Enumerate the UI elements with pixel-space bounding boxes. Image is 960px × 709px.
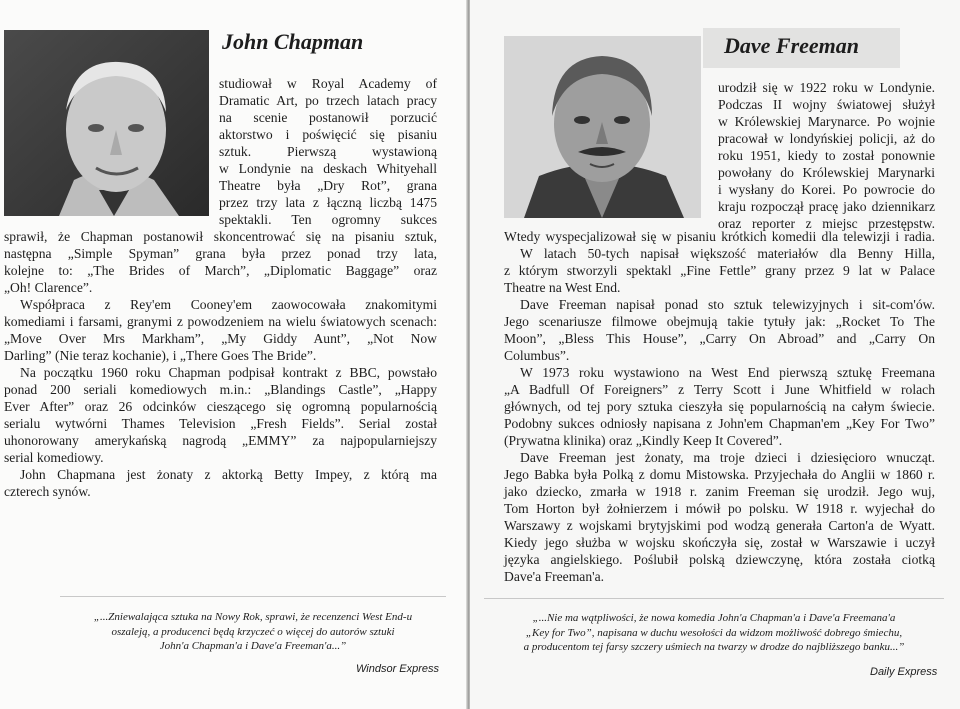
left-bio-full: [4, 228, 437, 500]
left-bio-upper: [219, 75, 437, 228]
text-line: Warszawy z wojskami brytyjskimi pod wodzą generała Carton'a de Wyatt.: [504, 518, 935, 533]
text-line: Na początku 1960 roku Chapman podpisał kontrakt z BBC, powstało: [20, 365, 437, 380]
text-line: Jego scenariusze filmowe obejmują takie tytuły jak: „Rocket To The: [504, 314, 935, 329]
text-line: jako dziecko, zmarła w 1918 r. zanim Freeman się urodził. Jego wuj,: [504, 484, 935, 499]
text-line: Współpraca z Rey'em Cooney'em zaowocowała znakomitymi: [20, 297, 437, 312]
text-line: Wtedy wyspecjalizował się w pisaniu krótkich komedii dla telewizji i radia.: [504, 229, 935, 244]
left-page: [0, 0, 468, 709]
dave-freeman-photo: [504, 36, 701, 218]
right-review-quote: [484, 611, 944, 655]
text-line: (Prywatna klinika) oraz „Kindly Keep It Covered”.: [504, 433, 783, 448]
text-line: głównych, od tej pory sztuka cieszyła się popularnością na całym świecie.: [504, 399, 935, 414]
right-page: [470, 0, 960, 709]
text-line: Dave'a Freeman'a.: [504, 569, 605, 584]
text-line: Theatre na West End.: [504, 280, 621, 295]
quote-line: „Key for Two”, napisana w duchu wesołości da widzom możliwość dobrego śmiechu,: [525, 626, 903, 639]
right-bio-upper: [718, 79, 935, 232]
text-line: Kiedy jego służba w wojsku skończyła się, został w Warszawie i uczył: [504, 535, 935, 550]
text-line: „A Badfull Of Foreigners” z Terry Scott i June Whitfield w rolach: [504, 382, 935, 397]
left-review-source: Windsor Express: [356, 663, 440, 675]
text-line: pracował w londyńskiej policji, aż do: [718, 131, 935, 146]
text-line: czterech synów.: [4, 484, 91, 499]
text-line: Moon”, „Bless This House”, „Carry On Abroad” and „Carry On: [504, 331, 935, 346]
text-line: „Oh! Clarence”.: [4, 280, 93, 295]
text-line: serial komediowy.: [4, 450, 104, 465]
text-line: następna „Simple Spyman” grana była przez ponad trzy lata,: [4, 246, 437, 261]
text-line: Columbus”.: [504, 348, 570, 363]
text-line: w Londynie na deskach Whityehall: [219, 161, 437, 176]
dave-freeman-title: Dave Freeman: [724, 33, 860, 58]
right-review-source: Daily Express: [870, 666, 938, 678]
text-line: aktorstwo i poświęcić się pisaniu: [219, 127, 437, 142]
text-line: ponad 200 seriali komediowych m.in.: „Blandings Castle”, „Happy: [4, 382, 437, 397]
text-line: Dramatic Art, po trzech latach pracy: [219, 93, 437, 108]
text-line: oraz reporter z miejsc przestępstw.: [718, 216, 935, 231]
text-line: powołany do Królewskiej Marynarki: [718, 165, 935, 180]
text-line: serialu wytwórni Thames Television „Fresh Fields”. Serial został: [4, 416, 437, 431]
left-review-quote: [60, 610, 446, 654]
text-line: uhonorowany amerykańską nagrodą „EMMY” za najpopularniejszy: [4, 433, 437, 448]
text-line: Dave Freeman napisał ponad sto sztuk telewizyjnych i sit-com'ów.: [520, 297, 935, 312]
quote-line: John'a Chapman'a i Dave'a Freeman'a...”: [159, 640, 347, 652]
john-chapman-photo: [4, 30, 209, 216]
john-chapman-title: John Chapman: [222, 29, 364, 54]
text-line: Jego Babka była Polką z domu Mistowska. Przyjechała do Anglii w 1860 r.: [504, 467, 935, 482]
text-line: kraju rozpoczął pracę jako dziennikarz: [718, 199, 935, 214]
text-line: Theatre była „Dry Rot”, grana: [219, 178, 437, 193]
text-line: kolejne to: „The Brides of March”, „Diplomatic Baggage” oraz: [4, 263, 437, 278]
divider: [484, 598, 944, 599]
text-line: komediami i farsami, granymi z powodzeniem na wielu światowych scenach:: [4, 314, 437, 329]
text-line: urodził się w 1922 roku w Londynie.: [718, 80, 935, 95]
text-line: W 1973 roku wystawiono na West End pierwszą sztukę Freemana: [520, 365, 935, 380]
text-line: sprawił, że Chapman postanowił skoncentrować się na pisaniu sztuk,: [4, 229, 437, 244]
text-line: John Chapmana jest żonaty z aktorką Betty Impey, z którą ma: [20, 467, 437, 482]
text-line: z którym stworzyli spektakl „Fine Fettle” grany przez 9 lat w Palace: [504, 263, 935, 278]
text-line: spektakli. Ten ogromny sukces: [219, 212, 437, 227]
text-line: „Move Over Mrs Markham”, „My Giddy Aunt”, „Not Now: [4, 331, 437, 346]
text-line: studiował w Royal Academy of: [219, 76, 437, 91]
divider: [60, 596, 446, 597]
text-line: Podczas II wojny światowej służył: [718, 97, 935, 112]
text-line: w Królewskiej Marynarce. Po wojnie: [718, 114, 935, 129]
text-line: sztuk. Pierwszą wystawioną: [219, 144, 437, 159]
text-line: roku 1951, kiedy to został ponownie: [718, 148, 935, 163]
quote-line: a producentom tej farsy szczery uśmiech na twarzy w drodze do najbliższego banku...”: [523, 641, 905, 653]
quote-line: oszaleją, a producenci będą krzyczeć o więcej do autorów sztuki: [111, 625, 395, 638]
quote-line: „...Zniewalająca sztuka na Nowy Rok, sprawi, że recenzenci West End-u: [93, 611, 413, 623]
text-line: W latach 50-tych napisał większość materiałów dla Benny Hilla,: [520, 246, 935, 261]
quote-line: „...Nie ma wątpliwości, że nowa komedia John'a Chapman'a i Dave'a Freemana'a: [532, 612, 896, 624]
text-line: Tom Horton był żołnierzem i mówił po polsku. W 1918 r. wyjechał do: [504, 501, 935, 516]
text-line: Dave Freeman jest żonaty, ma troje dzieci i dziesięcioro wnucząt.: [520, 450, 935, 465]
text-line: języka angielskiego. Poślubił polską dziewczynę, która została ciotką: [504, 552, 935, 567]
text-line: i wysłany do Korei. Po powrocie do: [718, 182, 935, 197]
right-bio-full: [504, 228, 935, 585]
text-line: Darling” (Nie teraz kochanie), i „There Goes The Bride”.: [4, 348, 317, 363]
text-line: Ever After” oraz 26 odcinków cieszącego się ogromną popularnością: [4, 399, 437, 414]
text-line: Podobny sukces odniosły napisana z John'em Chapman'em „Key For Two”: [504, 416, 935, 431]
text-line: na scenie postanowił porzucić: [219, 110, 437, 125]
text-line: przez trzy lata z łączną liczbą 1475: [219, 195, 437, 210]
